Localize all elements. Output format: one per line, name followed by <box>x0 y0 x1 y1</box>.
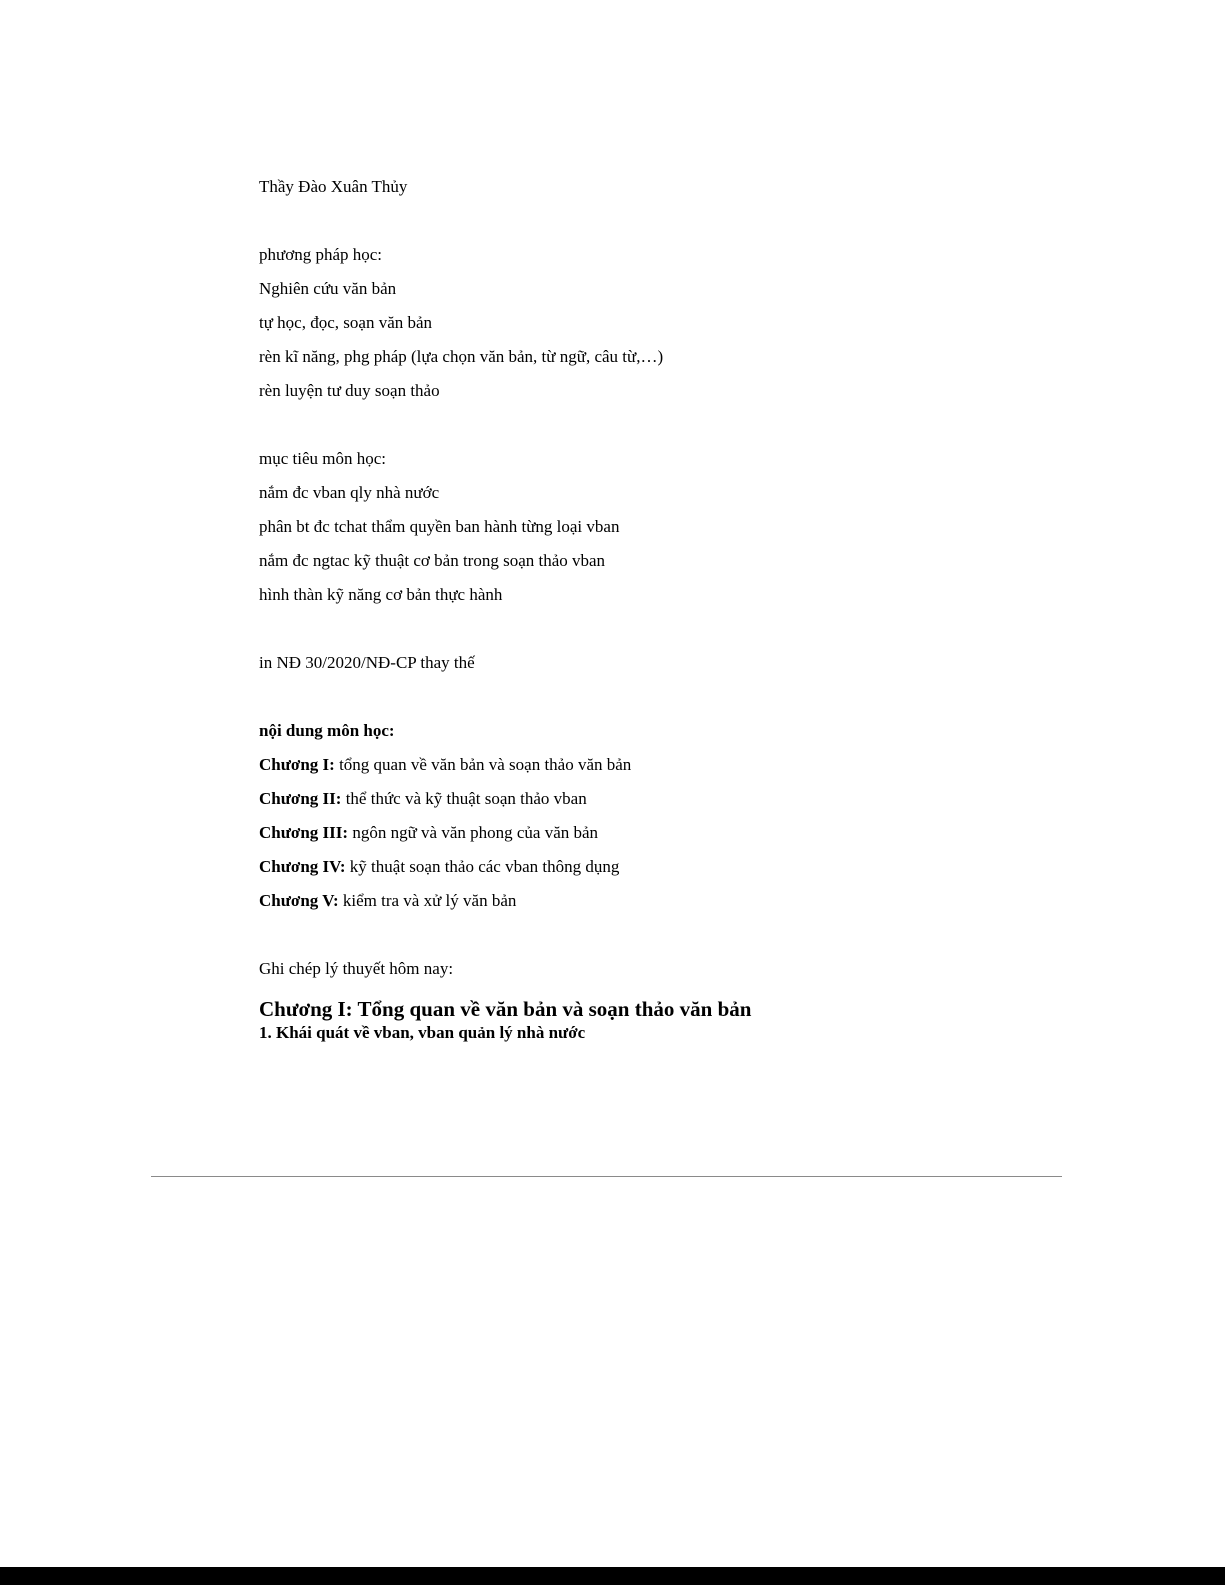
chapter-text: kiểm tra và xử lý văn bản <box>338 891 517 910</box>
blank-line <box>259 204 1079 238</box>
today-notes-label: Ghi chép lý thuyết hôm nay: <box>259 959 454 978</box>
objectives-item: nắm đc vban qly nhà nước <box>259 483 440 502</box>
chapter-item <box>259 816 1079 850</box>
decree-note: in NĐ 30/2020/NĐ-CP thay thế <box>259 653 475 672</box>
blank-line <box>259 612 1079 646</box>
blank-line <box>259 408 1079 442</box>
objectives-heading: mục tiêu môn học: <box>259 449 387 468</box>
objectives-item: phân bt đc tchat thẩm quyền ban hành từng loại vban <box>259 517 620 536</box>
objectives-item: hình thàn kỹ năng cơ bản thực hành <box>259 585 503 604</box>
methods-heading: phương pháp học: <box>259 245 383 264</box>
chapter-item <box>259 782 1079 816</box>
chapter-item <box>259 884 1079 918</box>
page-divider <box>151 1176 1062 1177</box>
chapter-text: ngôn ngữ và văn phong của văn bản <box>348 823 599 842</box>
chapter-label: Chương III: <box>259 823 349 842</box>
chapter-text: kỹ thuật soạn thảo các vban thông dụng <box>345 857 620 876</box>
teacher-name: Thầy Đào Xuân Thủy <box>259 177 408 196</box>
blank-line <box>259 680 1079 714</box>
blank-line <box>259 918 1079 952</box>
methods-item: tự học, đọc, soạn văn bản <box>259 313 433 332</box>
chapter-label: Chương IV: <box>259 857 346 876</box>
chapter-text: tổng quan về văn bản và soạn thảo văn bản <box>334 755 632 774</box>
contents-heading: nội dung môn học: <box>259 721 395 740</box>
chapter-text: thể thức và kỹ thuật soạn thảo vban <box>341 789 587 808</box>
methods-item: rèn kĩ năng, phg pháp (lựa chọn văn bản, từ ngữ, câu từ,…) <box>259 347 664 366</box>
chapter-label: Chương V: <box>259 891 339 910</box>
bottom-border <box>0 1567 1225 1585</box>
chapter-item <box>259 748 1079 782</box>
section-heading: 1. Khái quát về vban, vban quản lý nhà nước <box>259 1023 586 1042</box>
chapter-heading: Chương I: Tổng quan về văn bản và soạn thảo văn bản <box>259 997 752 1021</box>
methods-item: Nghiên cứu văn bản <box>259 279 397 298</box>
document-body <box>259 170 1079 1044</box>
methods-item: rèn luyện tư duy soạn thảo <box>259 381 440 400</box>
objectives-item: nắm đc ngtac kỹ thuật cơ bản trong soạn thảo vban <box>259 551 606 570</box>
chapter-label: Chương I: <box>259 755 335 774</box>
chapter-label: Chương II: <box>259 789 342 808</box>
chapter-item <box>259 850 1079 884</box>
